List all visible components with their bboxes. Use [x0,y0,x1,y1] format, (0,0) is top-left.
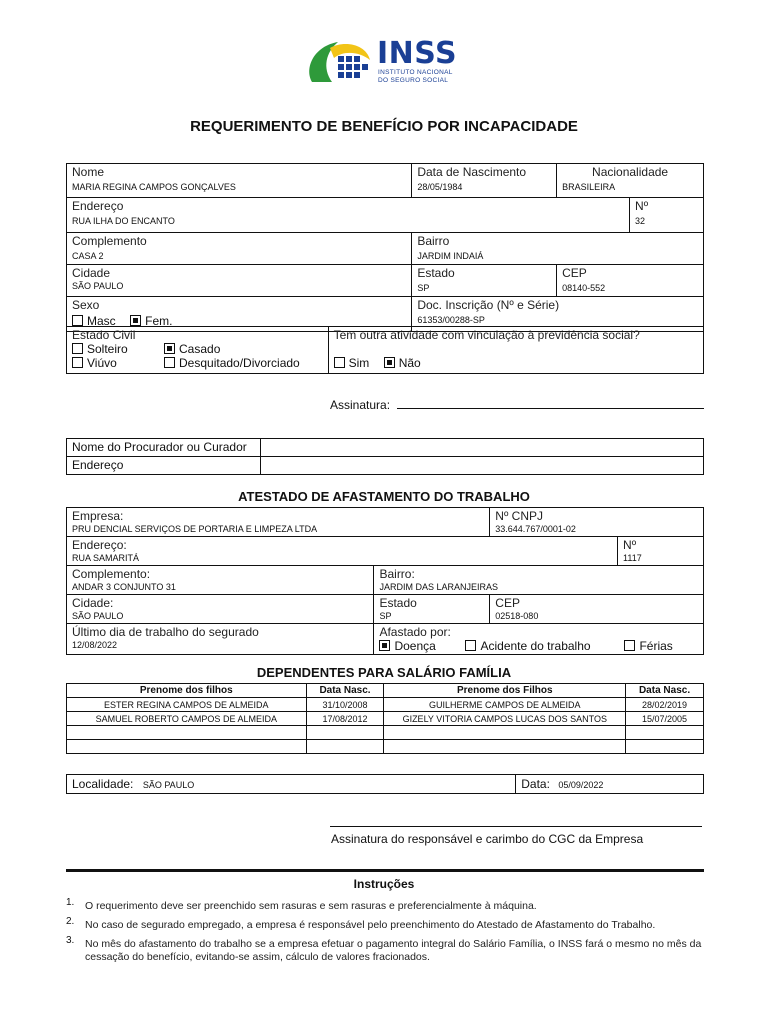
empresa-cep-label: CEP [495,596,520,610]
afastado-acidente-checkbox[interactable] [465,640,476,651]
ec-desquitado-option[interactable] [164,356,300,370]
ec-desquitado-label: Desquitado/Divorciado [179,356,300,370]
cep-label: CEP [562,266,587,280]
dep-cell[interactable] [626,726,704,740]
empresa-cell[interactable] [67,508,490,537]
afastado-label: Afastado por: [379,625,451,639]
cnpj-value: 33.644.767/0001-02 [495,524,576,534]
ec-solteiro-option[interactable] [72,342,128,356]
dep-cell[interactable] [67,740,307,754]
empresa-endereco-label: Endereço: [72,538,127,552]
instrucao-number-2: 2. [66,916,75,927]
table-row [67,740,704,754]
estado-label: Estado [417,266,455,280]
ultimo-dia-cell[interactable] [67,624,374,655]
outra-atividade-nao-label: Não [398,356,421,370]
atestado-title: ATESTADO DE AFASTAMENTO DO TRABALHO [238,489,530,504]
requerente-table [66,163,704,332]
endereco-value: RUA ILHA DO ENCANTO [72,216,175,226]
empresa-cidade-label: Cidade: [72,596,114,610]
outra-atividade-sim-checkbox[interactable] [334,357,345,368]
ec-casado-checkbox[interactable] [164,343,175,354]
dep-cell[interactable]: GUILHERME CAMPOS DE ALMEIDA [384,698,626,712]
afastado-ferias-option[interactable] [624,639,672,653]
localidade-cell[interactable] [67,775,516,794]
ec-viuvo-label: Viúvo [87,356,117,370]
empresa-complemento-value: ANDAR 3 CONJUNTO 31 [72,582,176,592]
table-row [67,712,704,726]
outra-atividade-label: Tem outra atividade com vinculação à previdência social? [333,328,640,342]
sexo-masc-checkbox[interactable] [72,315,83,326]
outra-atividade-sim-label: Sim [348,356,370,370]
nacionalidade-cell[interactable] [557,164,704,198]
table-row [67,698,704,712]
dependentes-title: DEPENDENTES PARA SALÁRIO FAMÍLIA [256,665,512,680]
dep-header-data-2: Data Nasc. [626,684,704,698]
dep-cell[interactable] [306,740,384,754]
cep-value: 08140-552 [562,283,606,293]
ec-solteiro-label: Solteiro [87,342,128,356]
numero-value: 32 [635,216,646,226]
logo-subtitle [378,69,453,85]
endereco-label: Endereço [72,199,124,213]
empresa-numero-cell[interactable] [618,537,704,566]
dep-cell[interactable] [306,726,384,740]
dep-cell[interactable]: ESTER REGINA CAMPOS DE ALMEIDA [67,698,307,712]
localidade-label: Localidade: [72,777,134,791]
nascimento-cell[interactable] [412,164,557,198]
ec-casado-option[interactable] [164,342,220,356]
empresa-estado-label: Estado [379,596,417,610]
afastado-cell [374,624,704,655]
nascimento-value: 28/05/1984 [417,182,463,192]
ultimo-dia-label: Último dia de trabalho do segurado [72,625,259,639]
afastado-doenca-label: Doença [394,639,436,653]
localidade-table [66,774,704,794]
cnpj-cell[interactable] [490,508,704,537]
dep-cell[interactable]: 15/07/2005 [626,712,704,726]
complemento-label: Complemento [72,234,147,248]
doc-inscricao-label: Doc. Inscrição (Nº e Série) [417,298,560,312]
assinatura-empresa-line[interactable] [330,826,702,827]
outra-atividade-nao-checkbox[interactable] [384,357,395,368]
endereco-cell[interactable] [67,198,630,233]
estado-civil-table [66,326,704,374]
empresa-complemento-label: Complemento: [72,567,151,581]
instrucao-item-2: No caso de segurado empregado, a empresa é responsável pelo preenchimento do Atestado de Afastamento do Trabalho. [85,919,656,931]
procurador-nome-label: Nome do Procurador ou Curador [67,439,261,457]
dep-cell[interactable]: SAMUEL ROBERTO CAMPOS DE ALMEIDA [67,712,307,726]
dep-cell[interactable]: 17/08/2012 [306,712,384,726]
empresa-value: PRU DENCIAL SERVIÇOS DE PORTARIA E LIMPEZA LTDA [72,524,318,534]
empresa-estado-value: SP [379,611,392,621]
dep-cell[interactable] [384,726,626,740]
ultimo-dia-value: 12/08/2022 [72,640,118,650]
nacionalidade-value: BRASILEIRA [562,182,616,192]
ec-solteiro-checkbox[interactable] [72,343,83,354]
logo-subtitle-line1: INSTITUTO NACIONAL [378,69,453,76]
empresa-cep-cell[interactable] [490,595,704,624]
instrucao-number-1: 1. [66,897,75,908]
empresa-bairro-cell[interactable] [374,566,704,595]
empresa-bairro-value: JARDIM DAS LARANJEIRAS [379,582,498,592]
dep-header-prenome-2: Prenome dos Filhos [384,684,626,698]
atestado-table [66,507,704,655]
empresa-complemento-cell[interactable] [67,566,374,595]
complemento-value: CASA 2 [72,251,104,261]
ec-casado-label: Casado [179,342,221,356]
procurador-endereco-field[interactable] [260,457,703,475]
data-label: Data: [521,777,550,791]
afastado-ferias-checkbox[interactable] [624,640,635,651]
cnpj-label: Nº CNPJ [495,509,543,523]
assinatura-empresa-label: Assinatura do responsável e carimbo do CGC da Empresa [331,832,644,846]
form-title: REQUERIMENTO DE BENEFÍCIO POR INCAPACIDADE [190,118,578,135]
empresa-numero-label: Nº [623,538,637,552]
empresa-cidade-value: SÃO PAULO [72,611,124,621]
estado-civil-label: Estado Civil [72,328,136,342]
localidade-value: SÃO PAULO [142,780,195,790]
inss-emblem-icon [304,38,374,86]
data-cell[interactable] [516,775,704,794]
logo-wordmark: INSS [377,36,458,71]
data-value: 05/09/2022 [558,780,604,790]
assinatura-line[interactable] [397,408,704,409]
nacionalidade-label: Nacionalidade [592,165,669,179]
nome-label: Nome [72,165,105,179]
sexo-masc-label: Masc [87,314,116,328]
ec-viuvo-option[interactable] [72,356,117,370]
cidade-value: SÃO PAULO [72,281,124,291]
bairro-label: Bairro [417,234,450,248]
cep-cell[interactable] [557,265,704,297]
bairro-cell[interactable] [412,233,704,265]
empresa-endereco-cell[interactable] [67,537,618,566]
empresa-cep-value: 02518-080 [495,611,539,621]
sexo-fem-checkbox[interactable] [130,315,141,326]
dep-header-data-1: Data Nasc. [306,684,384,698]
afastado-doenca-checkbox[interactable] [379,640,390,651]
dependentes-table [66,683,704,754]
procurador-table [66,438,704,475]
outra-atividade-nao-option[interactable] [384,356,421,370]
empresa-cidade-cell[interactable] [67,595,374,624]
ec-desquitado-checkbox[interactable] [164,357,175,368]
empresa-numero-value: 1117 [623,553,642,563]
numero-label: Nº [635,199,649,213]
cidade-cell[interactable] [67,265,412,297]
instrucoes-title: Instruções [353,877,415,891]
dep-header-prenome-1: Prenome dos filhos [67,684,307,698]
empresa-estado-cell[interactable] [374,595,490,624]
procurador-endereco-label: Endereço [67,457,261,475]
sexo-fem-label: Fem. [145,314,173,328]
nome-cell[interactable] [67,164,412,198]
dep-cell[interactable] [626,740,704,754]
afastado-ferias-label: Férias [639,639,673,653]
cidade-label: Cidade [72,266,111,280]
dep-cell[interactable] [384,740,626,754]
empresa-endereco-value: RUA SAMARITÁ [72,553,140,563]
logo-subtitle-line2: DO SEGURO SOCIAL [378,77,449,84]
outra-atividade-sim-option[interactable] [334,356,370,370]
dep-cell[interactable]: 28/02/2019 [626,698,704,712]
bairro-value: JARDIM INDAIÁ [417,251,484,261]
procurador-nome-field[interactable] [260,439,703,457]
dep-cell[interactable]: GIZELY VITORIA CAMPOS LUCAS DOS SANTOS [384,712,626,726]
afastado-acidente-label: Acidente do trabalho [480,639,591,653]
estado-cell[interactable] [412,265,557,297]
dep-cell[interactable]: 31/10/2008 [306,698,384,712]
sexo-label: Sexo [72,298,100,312]
empresa-label: Empresa: [72,509,124,523]
nome-value: MARIA REGINA CAMPOS GONÇALVES [72,182,236,192]
complemento-cell[interactable] [67,233,412,265]
table-row [67,726,704,740]
estado-value: SP [417,283,430,293]
instrucoes-divider [66,869,704,872]
estado-civil-cell [67,327,329,374]
instrucao-item-3: No mês do afastamento do trabalho se a empresa efetuar o pagamento integral do Salário Família, o INSS fará o mesmo no mês da cessação do benefício, evitando-se assim, cálculo de valores fracionados. [85,938,702,963]
assinatura-label: Assinatura: [330,398,391,412]
afastado-doenca-option[interactable] [379,639,435,653]
instrucao-item-1: O requerimento deve ser preenchido sem rasuras e sem rasuras e preferencialmente à máquina. [85,900,537,912]
doc-inscricao-value: 61353/00288-SP [417,315,485,325]
nascimento-label: Data de Nascimento [417,165,527,179]
dep-cell[interactable] [67,726,307,740]
instrucao-number-3: 3. [66,935,75,946]
outra-atividade-cell [328,327,703,374]
empresa-bairro-label: Bairro: [379,567,415,581]
numero-cell[interactable] [630,198,704,233]
afastado-acidente-option[interactable] [465,639,590,653]
ec-viuvo-checkbox[interactable] [72,357,83,368]
inss-logo [304,38,474,88]
